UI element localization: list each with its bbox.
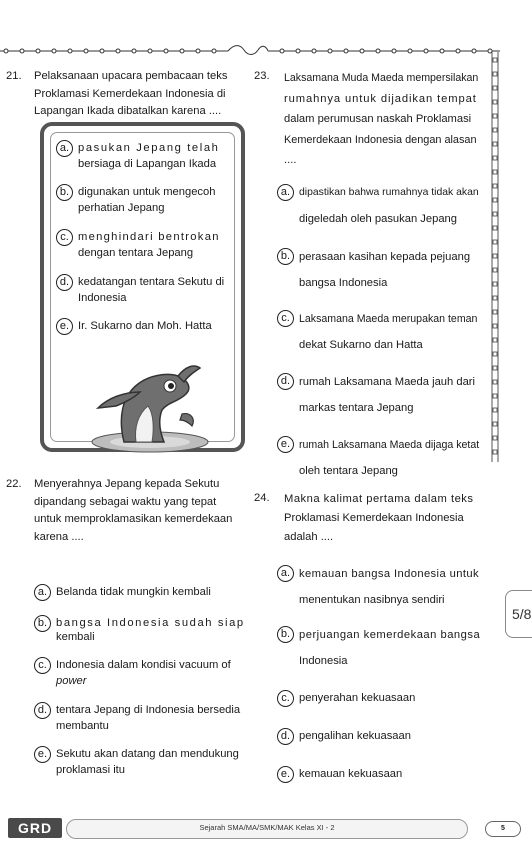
question-23	[254, 68, 490, 166]
option-letter: e.	[34, 746, 51, 763]
question-stem: Pelaksanaan upacara pembacaan teks Proklamasi Kemerdekaan Indonesia di Lapangan Ikada dibatalkan karena ....	[34, 70, 228, 117]
option-letter: b.	[34, 615, 51, 632]
q21-option-b[interactable]: b. digunakan untuk mengecoh perhatian Jepang	[56, 184, 241, 220]
q22-option-b[interactable]: b. bangsa Indonesia sudah siap kembali	[34, 615, 254, 649]
option-letter: c.	[277, 690, 294, 707]
q23-option-c[interactable]: c. Laksamana Maeda merupakan teman dekat Sukarno dan Hatta	[277, 310, 489, 354]
option-letter: e.	[277, 436, 294, 453]
option-letter: d.	[56, 274, 73, 291]
question-22	[6, 476, 256, 550]
q21-option-c[interactable]: c. menghindari bentrokan dengan tentara Jepang	[56, 229, 241, 265]
footer-bar	[66, 819, 505, 839]
option-letter: d.	[277, 728, 294, 745]
question-stem: Laksamana Muda Maeda mempersilakan rumahnya untuk dijadikan tempat dalam perumusan naskah Proklamasi Kemerdekaan Indonesia dengan alasan ....	[284, 72, 479, 166]
footer-page-number: 5	[485, 821, 521, 837]
question-21	[6, 68, 256, 124]
q24-option-d[interactable]: d. pengalihan kekuasaan	[277, 728, 489, 748]
question-number: 21.	[6, 70, 22, 82]
option-letter: a.	[277, 565, 294, 582]
page-progress-badge: 5/8	[505, 590, 532, 638]
question-number: 24.	[254, 492, 270, 504]
decorative-right-rail	[490, 52, 500, 462]
option-letter: c.	[277, 310, 294, 327]
q22-option-d[interactable]: d. tentara Jepang di Indonesia bersedia membantu	[34, 702, 254, 736]
decorative-top-border	[0, 44, 500, 58]
option-letter: a.	[277, 184, 294, 201]
option-letter: b.	[277, 248, 294, 265]
q23-option-d[interactable]: d. rumah Laksamana Maeda jauh dari markas tentara Jepang	[277, 373, 489, 417]
q24-option-a[interactable]: a. kemauan bangsa Indonesia untuk menentukan nasibnya sendiri	[277, 565, 492, 609]
q22-option-c[interactable]: c. Indonesia dalam kondisi vacuum of power	[34, 657, 254, 691]
q23-option-e[interactable]: e. rumah Laksamana Maeda dijaga ketat oleh tentara Jepang	[277, 436, 489, 480]
footer-subject-title: Sejarah SMA/MA/SMK/MAK Kelas XI - 2	[199, 823, 335, 832]
option-letter: e.	[56, 318, 73, 335]
q24-option-e[interactable]: e. kemauan kekuasaan	[277, 766, 489, 786]
question-stem: Menyerahnya Jepang kepada Sekutu dipandang sebagai waktu yang tepat untuk memproklamasikan kemerdekaan karena ....	[34, 478, 233, 543]
q24-option-c[interactable]: c. penyerahan kekuasaan	[277, 690, 489, 710]
q21-option-a[interactable]: a. pasukan Jepang telah bersiaga di Lapangan Ikada	[56, 140, 241, 176]
option-letter: b.	[56, 184, 73, 201]
dolphin-illustration	[78, 358, 218, 454]
question-number: 23.	[254, 70, 270, 82]
page-footer	[0, 815, 532, 849]
q23-option-b[interactable]: b. perasaan kasihan kepada pejuang bangsa Indonesia	[277, 248, 489, 292]
q21-option-d[interactable]: d. kedatangan tentara Sekutu di Indonesia	[56, 274, 241, 310]
option-letter: c.	[34, 657, 51, 674]
option-letter: d.	[277, 373, 294, 390]
q22-option-e[interactable]: e. Sekutu akan datang dan mendukung proklamasi itu	[34, 746, 254, 780]
q23-option-a[interactable]: a. dipastikan bahwa rumahnya tidak akan digeledah oleh pasukan Jepang	[277, 184, 489, 228]
q22-option-a[interactable]: a. Belanda tidak mungkin kembali	[34, 584, 254, 604]
option-letter: d.	[34, 702, 51, 719]
option-letter: e.	[277, 766, 294, 783]
question-24	[254, 490, 490, 550]
q24-option-b[interactable]: b. perjuangan kemerdekaan bangsa Indonesia	[277, 626, 489, 670]
option-letter: b.	[277, 626, 294, 643]
option-letter: a.	[56, 140, 73, 157]
q21-option-e[interactable]: e. Ir. Sukarno dan Moh. Hatta	[56, 318, 241, 338]
publisher-logo: GRD	[8, 818, 62, 838]
option-letter: a.	[34, 584, 51, 601]
question-number: 22.	[6, 478, 22, 490]
option-letter: c.	[56, 229, 73, 246]
question-stem: Makna kalimat pertama dalam teks Proklamasi Kemerdekaan Indonesia adalah ....	[284, 493, 474, 543]
